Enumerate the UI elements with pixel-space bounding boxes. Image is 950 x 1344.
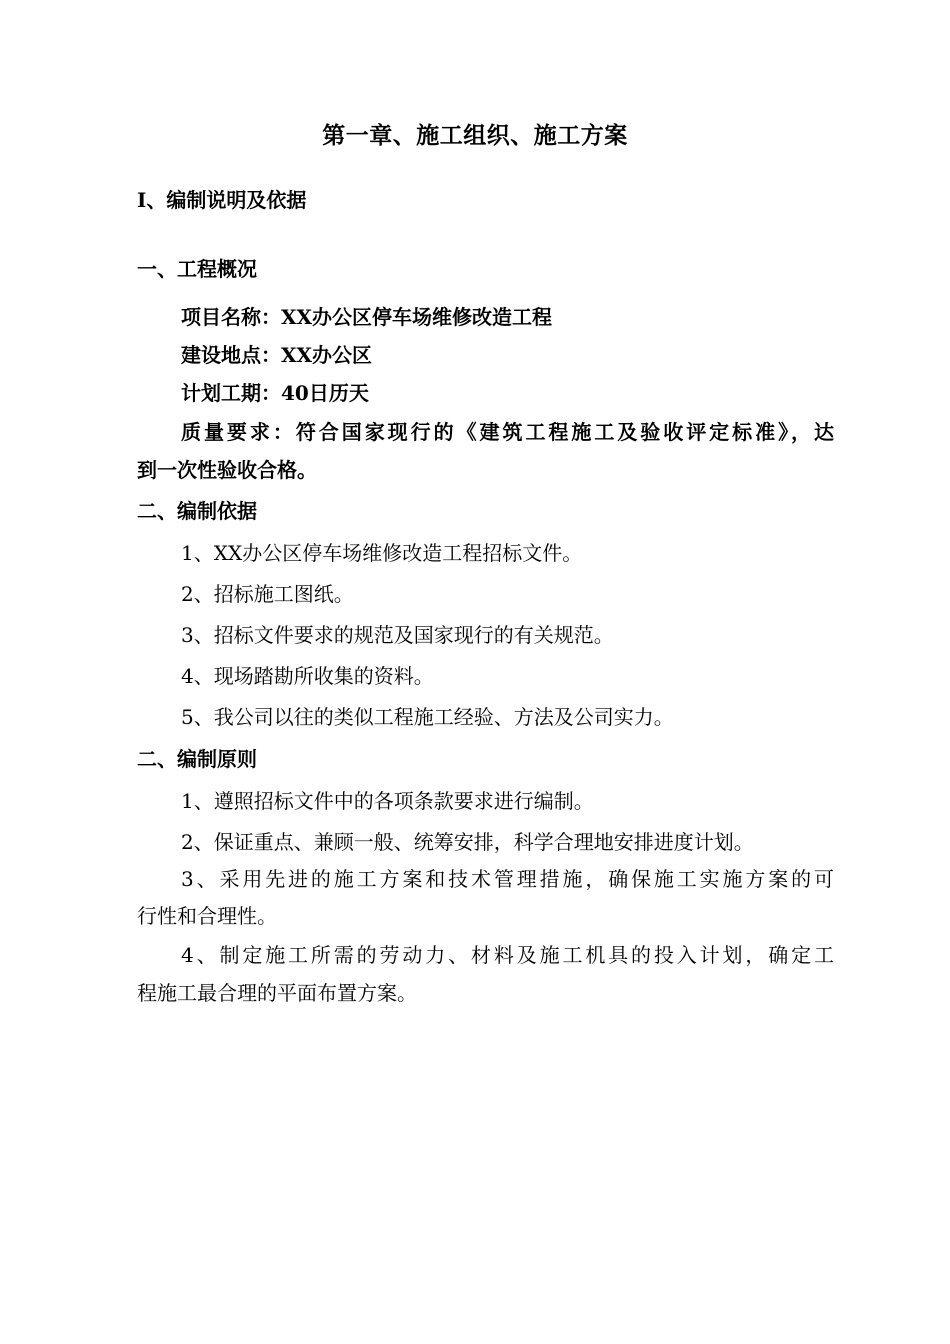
- principle-item-1: 1、遵照招标文件中的各项条款要求进行编制。: [181, 789, 594, 813]
- basis-heading: 二、编制依据: [137, 499, 257, 523]
- quality-line-1: 质量要求：符合国家现行的《建筑工程施工及验收评定标准》，达: [181, 420, 834, 444]
- principles-heading: 二、编制原则: [137, 747, 257, 771]
- project-name-line: 项目名称：XX办公区停车场维修改造工程: [181, 305, 553, 329]
- principle-item-3-line-1: 3、采用先进的施工方案和技术管理措施，确保施工实施方案的可: [181, 867, 834, 891]
- basis-item: 3、招标文件要求的规范及国家现行的有关规范。: [181, 623, 614, 647]
- basis-item: 4、现场踏勘所收集的资料。: [181, 664, 434, 688]
- chapter-title: 第一章、施工组织、施工方案: [322, 122, 628, 149]
- overview-heading: 一、工程概况: [137, 257, 257, 281]
- quality-line-2: 到一次性验收合格。: [137, 458, 317, 482]
- principle-item-2: 2、保证重点、兼顾一般、统筹安排，科学合理地安排进度计划。: [181, 830, 754, 854]
- basis-item: 5、我公司以往的类似工程施工经验、方法及公司实力。: [181, 705, 674, 729]
- location-line: 建设地点：XX办公区: [181, 343, 373, 367]
- principle-item-4-line-2: 程施工最合理的平面布置方案。: [137, 981, 417, 1005]
- basis-item: 1、XX办公区停车场维修改造工程招标文件。: [181, 541, 583, 565]
- section-heading: Ⅰ、编制说明及依据: [137, 188, 307, 212]
- principle-item-3-line-2: 行性和合理性。: [137, 904, 277, 928]
- basis-item: 2、招标施工图纸。: [181, 582, 354, 606]
- principle-item-4-line-1: 4、制定施工所需的劳动力、材料及施工机具的投入计划，确定工: [181, 943, 834, 967]
- duration-line: 计划工期：40日历天: [181, 381, 369, 405]
